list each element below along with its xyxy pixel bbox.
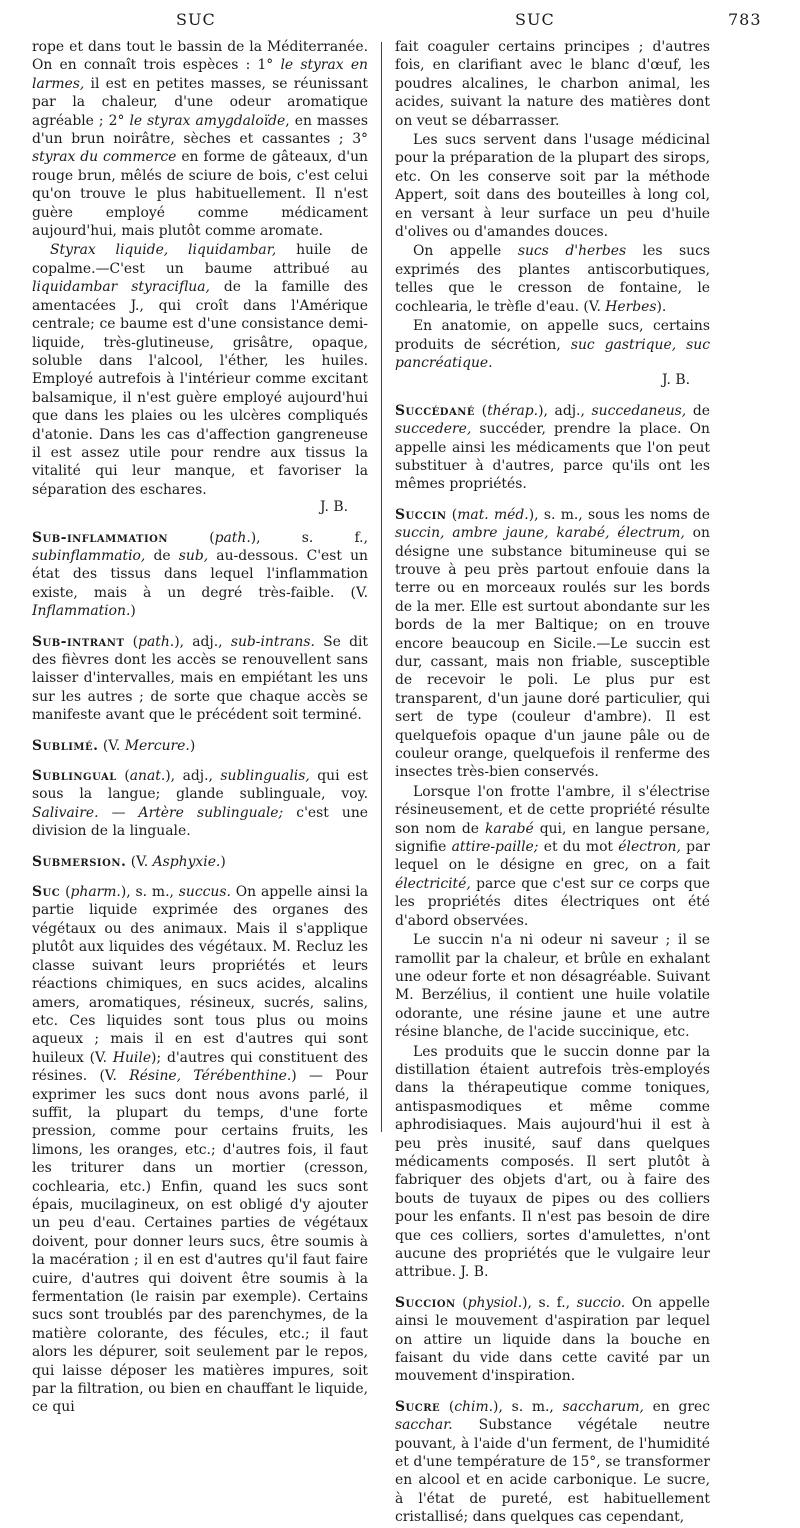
text-run: succéder, prendre la place. On appelle ainsi les médicaments que l'on peut substituer à d'autres, parce qu'ils ont les mêmes propriétés. (395, 421, 710, 493)
text-run: Substance végétale neutre pouvant, à l'aide d'un ferment, de l'humidité et d'une température de 15°, se transformer en alcool et en acide carbonique. Le sucre, à l'état de pureté, est habituellement cristallisé; dans quelques cas cependant, (395, 1417, 710, 1526)
italic-text: Inflammation. (32, 603, 131, 620)
text-run: par lequel on le désigne en grec, on a fait (395, 839, 710, 874)
italic-text: anat. (129, 768, 166, 785)
text-run: Les sucs servent dans l'usage médicinal pour la préparation de la plupart des sirops, etc. On les conserve soit par la méthode Appert, soit dans des bouteilles à long col, en versant à leur surface un peu d'huile d'olives ou d'amandes douces. (395, 132, 710, 241)
text-run: ( (60, 884, 71, 901)
text-run: de (686, 402, 710, 419)
italic-text: sublingualis, (220, 768, 310, 785)
dictionary-entry (32, 883, 368, 1417)
text-run: On appelle ainsi la partie liquide exprimée des organes des végétaux ou des animaux. Mais il s'applique plutôt aux liquides des végétaux. M. Recluz les classe suivant leurs propriétés et leurs réactions chimiques, en sucs acides, alcalins amers, aromatiques, résineux, sucrés, salins, etc. Ces liquides sont tous plus ou moins aqueux ; mais il en est d'autres qui sont huileux (V. (32, 884, 369, 1066)
italic-text: path. (214, 529, 251, 546)
italic-text: Styrax liquide, liquidambar, (50, 242, 277, 259)
dictionary-entry (395, 1398, 710, 1527)
text-run: J. B. (662, 372, 690, 389)
text-run: de la famille des amentacées J., qui croît dans l'Amérique centrale; ce baume est d'une consistance demi-liquide, très-glutineuse, grisâtre, opaque, soluble dans l'alcool, l'éther, les huiles. Employé autrefois à l'intérieur comme excitant balsamique, il n'est guère employé aujourd'hui que dans les plaies ou les ulcères compliqués d'atonie. Dans les cas d'affection gangreneuse il est assez utile pour rendre aux tissus la vitalité qui leur manque, et favoriser la séparation des eschares. (32, 279, 368, 498)
text-run: (V. (126, 853, 153, 870)
left-column (32, 38, 368, 1418)
text-run: ). (656, 298, 667, 315)
column-divider (381, 42, 382, 1132)
italic-text: succus. (178, 884, 231, 901)
paragraph (32, 241, 368, 499)
italic-text: subinflammatio, (32, 547, 146, 564)
italic-text: Herbes (605, 298, 657, 315)
italic-text: Asphyxie. (152, 853, 221, 870)
italic-text: Salivaire. — Artère sublinguale; (32, 804, 284, 821)
text-run: , en masses d'un brun noirâtre, sèches et cassantes ; 3° (32, 112, 368, 148)
text-run: Le succin n'a ni odeur ni saveur ; il se ramollit par la chaleur, et brûle en exhalant une odeur forte et non désagréable. Suivant M. Berzélius, il contient une huile volatile odorante, une résine jaune et une autre résine blanche, de l'acide succinique, etc. (395, 932, 710, 1041)
italic-text: succedere, (395, 421, 472, 438)
text-run: Se dit des fièvres dont les accès se renouvellent sans laisser d'intervalles, mais en empiétant les uns sur les autres ; de sorte que chaque accès se manifeste avant que le précédent soit terminé. (32, 633, 369, 724)
italic-text: physiol. (467, 1294, 523, 1311)
text-run: ), s. m., (493, 1398, 563, 1415)
paragraph (395, 317, 710, 372)
text-run: ), s. m., (120, 884, 179, 901)
dictionary-entry (395, 1294, 710, 1386)
text-run: parce que c'est sur ce corps que les propriétés dites électriques ont été d'abord observées. (395, 875, 710, 929)
text-run: ), s. f., (250, 529, 368, 546)
text-run: ) — Pour exprimer les sucs dont nous avons parlé, il suffit, la plupart du temps, d'une forte pression, comme pour certains fruits, les limons, les oranges, etc.; d'autres fois, il faut les triturer dans un mortier (cresson, cochlearia, etc.) Enfin, quand les sucs sont épais, mucilagineux, on est obligé d'y ajouter un peu d'eau. Certaines parties de végétaux doivent, pour donner leurs sucs, être soumis à la macération ; il en est d'autres qu'il faut faire cuire, d'autres qui doivent être soumis à la fermentation (le raisin par exemple). Certains sucs sont troublés par des parenchymes, de la matière colorante, des fécules, etc.; il faut alors les dépurer, soit seulement par le repos, qui laisse déposer les matières impures, soit par la filtration, ou bien en chauffant le liquide, ce qui (32, 1068, 368, 1416)
italic-text: succin, ambre jaune, karabé, électrum, (395, 525, 685, 542)
italic-text: attire-paille; (451, 839, 539, 856)
text-run: il est en petites masses, se réunissant par la chaleur, d'une odeur aromatique agréable ; 2° (32, 75, 368, 129)
dictionary-entry (32, 767, 368, 841)
paragraph (395, 242, 710, 316)
italic-text: path. (138, 633, 175, 650)
italic-text: Huile (112, 1049, 152, 1066)
paragraph (395, 1043, 710, 1282)
italic-text: succio. (576, 1294, 626, 1311)
paragraph (395, 783, 710, 930)
dictionary-entry (395, 506, 710, 782)
dictionary-entry (32, 633, 368, 725)
text-run: Les produits que le succin donne par la distillation étaient autrefois très-employés dans la thérapeutique comme toniques, antispasmodiques et même comme aphrodisiaques. Mais aujourd'hui il est à peu près inusité, sauf dans quelques médicaments composés. Il sert plutôt à fabriquer des objets d'art, ou à faire des bouts de tuyaux de pipes ou des colliers pour les enfants. Il n'est pas besoin de dire que ces colliers, sortes d'amulettes, n'ont aucune des propriétés que le vulgaire leur attribue. J. B. (395, 1043, 710, 1281)
paragraph (395, 38, 710, 130)
author-signature (32, 498, 368, 516)
paragraph (395, 931, 710, 1041)
text-run: de (145, 547, 179, 564)
text-run: qui est sous la langue; glande sublinguale, voy. (32, 768, 368, 803)
text-run: ( (116, 768, 130, 785)
headword: Succin (395, 506, 447, 523)
italic-text: suc gastrique, suc pancréatique. (395, 336, 711, 371)
text-run: ( (446, 506, 458, 523)
text-run: ); d'autres qui constituent des résines. (V. (32, 1049, 369, 1085)
italic-text: mat. méd. (457, 506, 529, 523)
text-run: et du mot (538, 839, 619, 856)
italic-text: chim. (454, 1398, 494, 1415)
page-number: 783 (728, 10, 762, 29)
italic-text: le styrax en larmes, (32, 57, 368, 92)
italic-text: styrax du commerce (32, 149, 177, 166)
text-run: ), adj., (174, 633, 231, 650)
text-run: ) (130, 603, 136, 620)
italic-text: électron, (618, 839, 681, 856)
dictionary-entry (32, 737, 368, 755)
text-run: c'est une division de la linguale. (32, 804, 368, 840)
text-run: ( (455, 1294, 468, 1311)
text-run: ), adj., (538, 402, 592, 419)
text-run: (V. (98, 737, 125, 754)
headword: Sublingual (32, 768, 117, 785)
text-run: ) (189, 737, 196, 754)
dictionary-entry (395, 402, 710, 494)
text-run: huile de copalme.—C'est un baume attribué au (32, 242, 368, 277)
text-run: Lorsque l'on frotte l'ambre, il s'électrise résineusement, et de cette propriété résulte son nom de (395, 783, 710, 837)
italic-text: sub, (178, 547, 209, 564)
italic-text: le styrax amygdaloïde (129, 112, 286, 129)
running-head-center: SUC (515, 10, 555, 29)
text-run: en forme de gâteaux, d'un rouge brun, mêlés de sciure de bois, c'est celui qu'on trouve le plus habituellement. Il n'est guère employé comme médicament aujourd'hui, mais plutôt comme aromate. (32, 149, 368, 240)
italic-text: saccharum, (562, 1398, 644, 1415)
italic-text: sub-intrans. (230, 633, 315, 650)
text-run: ), s. f., (522, 1294, 577, 1311)
text-run: au-dessous. C'est un état des tissus dans lequel l'inflammation existe, mais à un degré très-faible. (V. (32, 547, 368, 601)
headword: Submersion. (32, 853, 127, 870)
dictionary-entry (32, 529, 368, 621)
italic-text: liquidambar styraciflua, (32, 279, 210, 296)
paragraph (395, 131, 710, 241)
text-run: ), s. m., sous les noms de (528, 506, 710, 523)
paragraph (32, 38, 368, 240)
italic-text: pharm. (70, 884, 121, 901)
text-run: On appelle (413, 243, 518, 260)
text-run: ( (168, 529, 215, 546)
text-run: ) (220, 853, 226, 870)
text-run: ( (440, 1398, 455, 1415)
text-run: ), adj., (165, 768, 221, 785)
right-column (395, 38, 710, 1528)
italic-text: succedaneus, (591, 402, 687, 419)
author-signature (395, 371, 710, 389)
running-head-left: SUC (176, 10, 216, 29)
italic-text: karabé (485, 820, 534, 837)
headword: Sub-inflammation (32, 529, 168, 546)
headword: Succédané (395, 402, 475, 419)
dictionary-entry (32, 853, 368, 871)
text-run: En anatomie, on appelle sucs, certains produits de sécrétion, (395, 318, 710, 353)
text-run: rope et dans tout le bassin de la Méditerranée. On en connaît trois espèces : 1° (32, 39, 368, 74)
text-run: On appelle ainsi le mouvement d'aspiration par lequel on attire un liquide dans la bouche en faisant du vide dans cette cavité par un mouvement d'inspiration. (395, 1294, 710, 1385)
text-run: ( (124, 633, 139, 650)
text-run: J. B. (320, 499, 348, 516)
italic-text: thérap. (487, 402, 539, 419)
text-run: qui, en langue persane, signifie (395, 820, 711, 856)
italic-text: électricité, (395, 875, 471, 892)
headword: Sub-intrant (32, 633, 125, 650)
italic-text: Résine, Térébenthine. (129, 1068, 292, 1085)
italic-text: sacchar. (395, 1417, 453, 1434)
text-run: ( (475, 402, 488, 419)
headword: Sublimé. (32, 737, 99, 754)
italic-text: Mercure. (124, 737, 190, 754)
headword: Succion (395, 1294, 456, 1311)
text-run: les sucs exprimés des plantes antiscorbutiques, telles que le cresson de fontaine, le cochlearia, le trèfle d'eau. (V. (395, 243, 710, 315)
headword: Sucre (395, 1398, 441, 1415)
headword: Suc (32, 884, 61, 901)
text-run: en grec (643, 1398, 710, 1415)
text-run: fait coaguler certains principes ; d'autres fois, en clarifiant avec le blanc d'œuf, les poudres alcalines, le charbon animal, les acides, suivant la nature des matières dont on veut se débarrasser. (395, 39, 710, 129)
italic-text: sucs d'herbes (517, 243, 627, 260)
text-run: on désigne une substance bitumineuse qui se trouve à peu près partout enfouie dans la terre ou en morceaux roulés sur les bords de la mer. Elle est surtout abondante sur les bords de la mer Baltique; on en trouve encore beaucoup en Sicile.—Le succin est dur, cassant, mais non friable, susceptible de recevoir le poli. Le plus pur est transparent, d'un jaune doré particulier, qui sert de type (couleur d'ambre). Il est quelquefois opaque d'un jaune pâle ou de couleur orange, quelquefois il renferme des insectes très-bien conservés. (395, 525, 710, 781)
